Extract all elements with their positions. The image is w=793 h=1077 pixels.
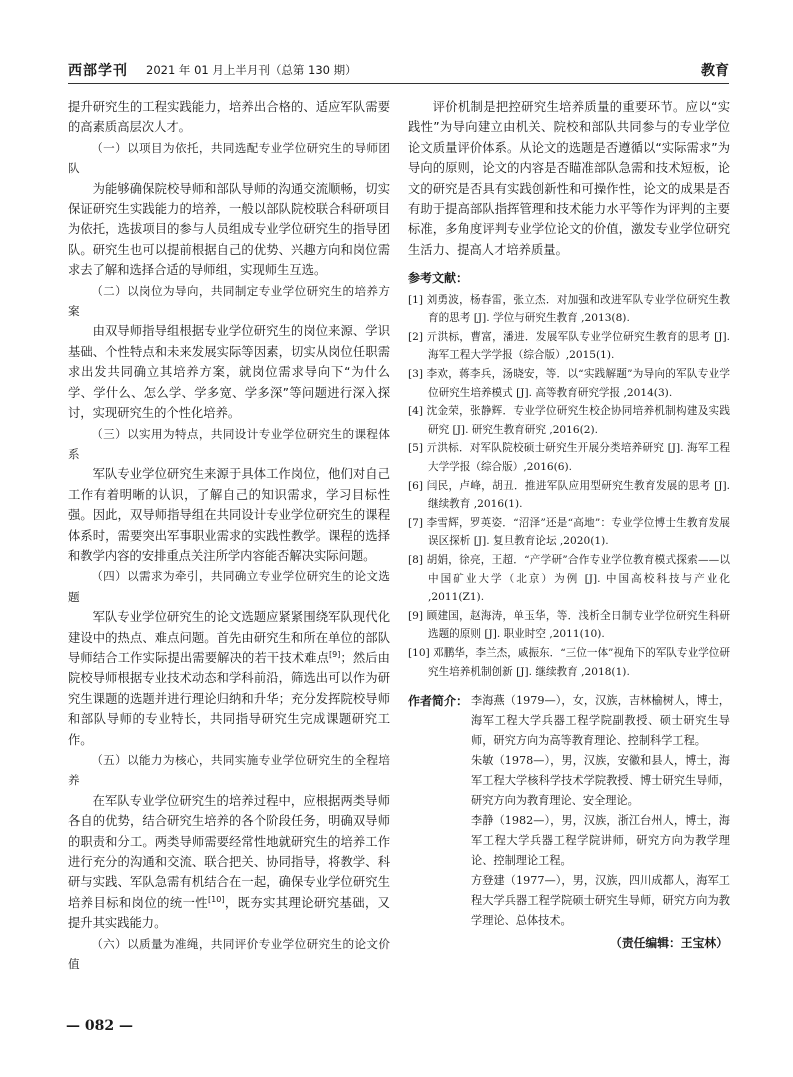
body-paragraph: 为能够确保院校导师和部队导师的沟通交流顺畅，切实保证研究生实践能力的培养，一般以部队院校联合科研项目为依托，选拔项目的参与人员组成专业学位研究生的指导团队。研究生也可以提前根据自己的优势、兴趣方向和岗位需求去了解和选择合适的导师组，实现师生互选。 [68, 181, 390, 278]
responsible-editor: （责任编辑：王宝林） [610, 936, 728, 951]
citation-mark: [10] [208, 894, 225, 904]
references-title: 参考文献： [408, 271, 469, 286]
header-rule [68, 83, 729, 84]
author-bio: 朱敏（1978—），男，汉族，安徽和县人，博士，海军工程大学核科学技术学院教授、博士研究生导师，研究方向为教育理论、安全理论。 [471, 754, 730, 808]
issue-info: 2021 年 01 月上半月刊（总第 130 期） [146, 63, 357, 77]
body-paragraph: 军队专业学位研究生的论文选题应紧紧围绕军队现代化建设中的热点、难点问题。首先由研究生和所在单位的部队导师结合工作实际提出需要解决的若干技术难点[9]；然后由院校导师根据专业技术动态和学科前沿，筛选出可以作为研究生课题的选题并进行理论归纳和升华；充分发挥院校导师和部队导师的专业特长，共同指导研究生完成课题研究工作。 [68, 610, 390, 747]
body-paragraph: 在军队专业学位研究生的培养过程中，应根据两类导师各自的优势，结合研究生培养的各个阶段任务，明确双导师的职责和分工。两类导师需要经常性地就研究生的培养工作进行充分的沟通和交流、联合把关、协同指导，将教学、科研与实践、军队急需有机结合在一起，确保专业学位研究生培养目标和岗位的统一性[10]，既夯实其理论研究基础，又提升其实践能力。 [68, 793, 390, 931]
section-heading: （五）以能力为核心，共同实施专业学位研究生的全程培养 [68, 753, 390, 788]
section-heading: （一）以项目为依托，共同选配专业学位研究生的导师团队 [68, 140, 390, 176]
section-heading: （三）以实用为特点，共同设计专业学位研究生的课程体系 [68, 426, 390, 461]
body-paragraph: 提升研究生的工程实践能力，培养出合格的、适应军队需要的高素质高层次人才。 [68, 100, 390, 135]
reference-item: [9] 顾建国，赵海涛，单玉华，等．浅析全日制专业学位研究生科研选题的原则 [J]. 职业时空 ,2011(10). [408, 609, 730, 641]
reference-item: [8] 胡娟，徐亮，王超．“产学研”合作专业学位教育模式探索——以中国矿业大学（北京）为例 [J]. 中国高校科技与产业化 ,2011(Z1). [408, 553, 730, 604]
reference-item: [1] 刘勇波，杨春雷，张立杰．对加强和改进军队专业学位研究生教育的思考 [J]. 学位与研究生教育 ,2013(8). [408, 293, 730, 325]
reference-item: [6] 闫民，卢峰，胡丑．推进军队应用型研究生教育发展的思考 [J]. 继续教育 ,2016(1). [408, 479, 730, 511]
body-paragraph: 由双导师指导组根据专业学位研究生的岗位来源、学识基础、个性特点和未来发展实际等因素，切实从岗位任职需求出发共同确立其培养方案，就岗位需求导向下“为什么学、学什么、怎么学、学多宽、学多深”等问题进行深入探讨，实现研究生的个性化培养。 [68, 324, 390, 421]
author-bio: 李海燕（1979—），女，汉族，吉林榆树人，博士，海军工程大学兵器工程学院副教授、硕士研究生导师，研究方向为高等教育理论、控制科学工程。 [471, 694, 730, 748]
references-list [408, 291, 730, 681]
author-bio: 方登建（1977—），男，汉族，四川成都人，海军工程大学兵器工程学院硕士研究生导师，研究方向为教学理论、总体技术。 [471, 874, 730, 928]
reference-item: [4] 沈金荣，张静辉．专业学位研究生校企协同培养机制构建及实践研究 [J]. 研究生教育研究 ,2016(2). [408, 405, 730, 436]
left-column [68, 97, 390, 974]
section-heading: （二）以岗位为导向，共同制定专业学位研究生的培养方案 [68, 283, 390, 319]
body-paragraph: 评价机制是把控研究生培养质量的重要环节。应以“实践性”为导向建立由机关、院校和部队共同参与的专业学位论文质量评价体系。从论文的选题是否遵循以“实际需求”为导向的原则，论文的内容是否瞄准部队急需和技术短板，论文的研究是否具有实践创新性和可操作性，论文的成果是否有助于提高部队指挥管理和技术能力水平等作为评判的主要标准，多角度评判专业学位论文的价值，激发专业学位研究生活力、提高人才培养质量。 [408, 100, 730, 257]
author-label: 作者简介： [408, 694, 469, 709]
section-heading: （四）以需求为牵引，共同确立专业学位研究生的论文选题 [68, 569, 390, 604]
right-column [408, 97, 730, 954]
citation-mark: [9] [329, 649, 341, 659]
running-header [68, 60, 729, 84]
reference-item: [10] 邓鹏华，李兰杰，戚振东．“三位一体”视角下的军队专业学位研究生培养机制创新 [J]. 继续教育 ,2018(1). [408, 646, 730, 678]
reference-item: [2] 亓洪标，曹富，潘进．发展军队专业学位研究生教育的思考 [J]. 海军工程大学学报（综合版）,2015(1). [408, 330, 730, 362]
reference-item: [7] 李雪辉，罗英姿．“沼泽”还是“高地”：专业学位博士生教育发展误区探析 [J]. 复旦教育论坛 ,2020(1). [408, 516, 730, 548]
journal-logo: 西部学刊 [68, 63, 128, 79]
section-heading: （六）以质量为准绳，共同评价专业学位研究生的论文价值 [68, 936, 390, 972]
reference-item: [5] 亓洪标．对军队院校硕士研究生开展分类培养研究 [J]. 海军工程大学学报（综合版）,2016(6). [408, 442, 730, 473]
author-info [408, 691, 730, 931]
author-bio: 李静（1982—），男，汉族，浙江台州人，博士，海军工程大学兵器工程学院讲师，研究方向为教学理论、控制理论工程。 [471, 814, 730, 868]
body-paragraph: 军队专业学位研究生来源于具体工作岗位，他们对自己工作有着明晰的认识，了解自己的知识需求，学习目标性强。因此，双导师指导组在共同设计专业学位研究生的课程体系时，需要突出军事职业需求的实践性教学。课程的选择和教学内容的安排重点关注所学内容能否解决实际问题。 [68, 467, 390, 563]
reference-item: [3] 李欢，蒋李兵，汤晓安，等．以“实践解题”为导向的军队专业学位研究生培养模式 [J]. 高等教育研究学报 ,2014(3). [408, 368, 730, 399]
page-number: — 082 — [66, 1018, 133, 1034]
section-name: 教育 [701, 63, 729, 79]
